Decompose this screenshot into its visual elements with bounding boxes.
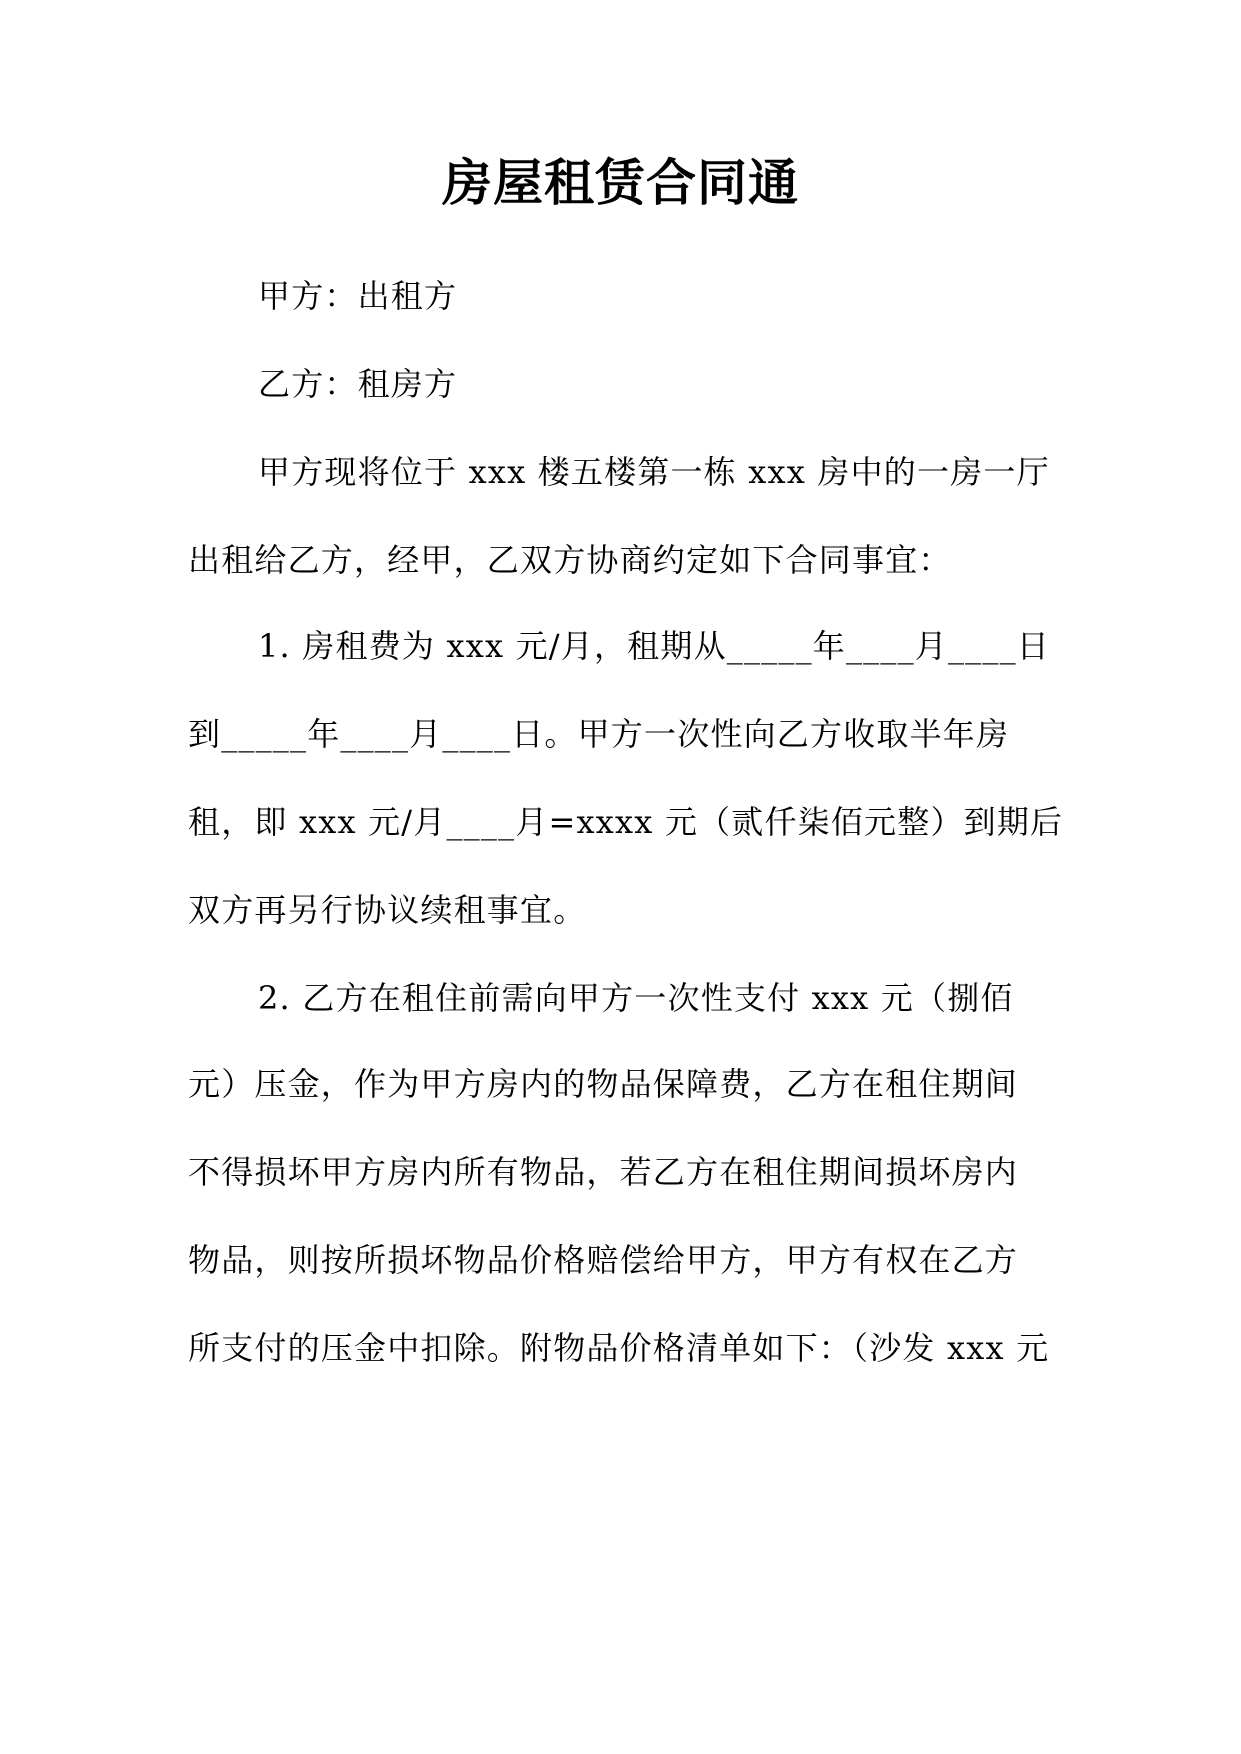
clause-2-line-2: 元）压金，作为甲方房内的物品保障费，乙方在租住期间	[188, 1065, 1019, 1103]
intro-line-1: 甲方现将位于 xxx 楼五楼第一栋 xxx 房中的一房一厅	[258, 453, 1050, 491]
intro-line-2: 出租给乙方，经甲，乙双方协商约定如下合同事宜：	[188, 541, 952, 579]
clause-1-line-4: 双方再另行协议续租事宜。	[188, 891, 587, 929]
clause-1-line-2: 到_____年____月____日。甲方一次性向乙方收取半年房	[188, 715, 1010, 753]
clause-1-line-1: 1. 房租费为 xxx 元/月，租期从_____年____月____日	[258, 627, 1050, 665]
document-title: 房屋租赁合同通	[442, 154, 799, 212]
party-a-line: 甲方：出租方	[258, 277, 458, 315]
clause-2-line-5: 所支付的压金中扣除。附物品价格清单如下：（沙发 xxx 元	[188, 1329, 1050, 1367]
party-b-line: 乙方：租房方	[258, 365, 458, 403]
clause-2-line-1: 2. 乙方在租住前需向甲方一次性支付 xxx 元（捌佰	[258, 979, 1014, 1017]
clause-1-line-3: 租，即 xxx 元/月____月=xxxx 元（贰仟柒佰元整）到期后	[188, 803, 1064, 841]
clause-2-line-4: 物品，则按所损坏物品价格赔偿给甲方，甲方有权在乙方	[188, 1241, 1019, 1279]
clause-2-line-3: 不得损坏甲方房内所有物品，若乙方在租住期间损坏房内	[188, 1153, 1019, 1191]
